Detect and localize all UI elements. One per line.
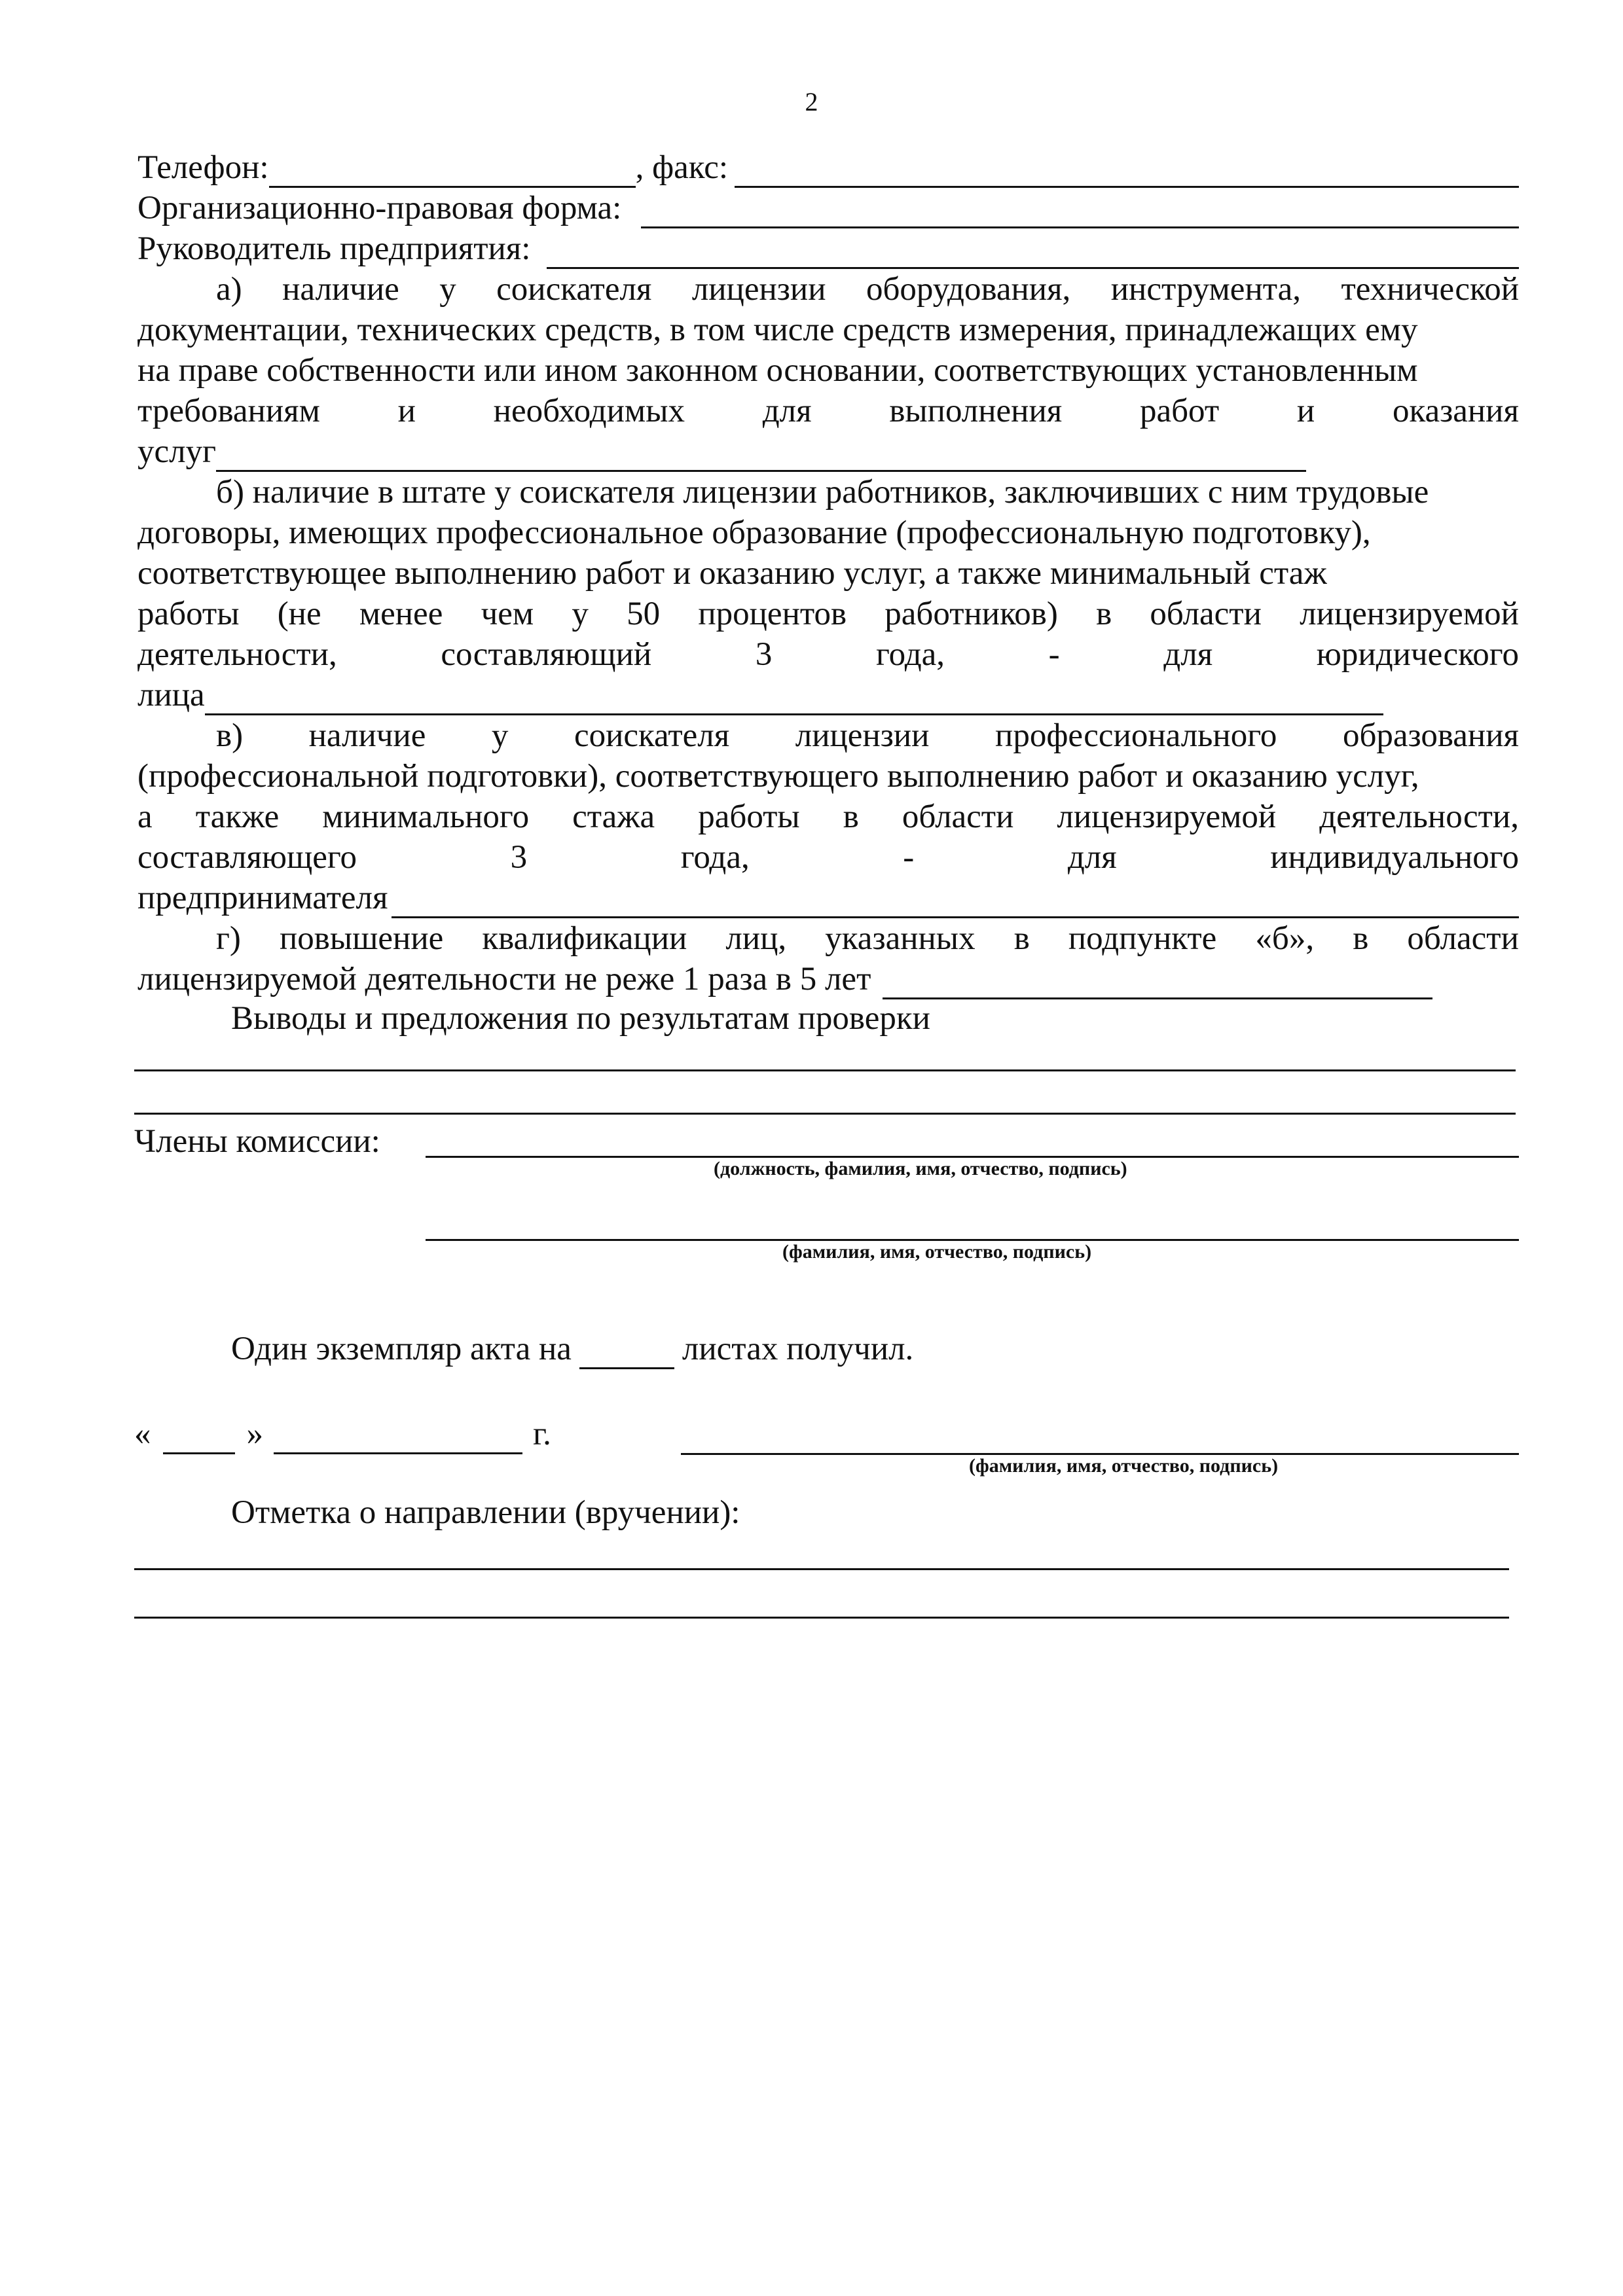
delivery-mark-title: Отметка о направлении (вручении): bbox=[231, 1494, 740, 1531]
word: оборудования, bbox=[866, 271, 1071, 308]
delivery-line-2[interactable] bbox=[134, 1617, 1509, 1619]
item-b-line-5 bbox=[137, 634, 1519, 675]
word: в bbox=[1013, 920, 1030, 957]
word: повышение bbox=[280, 920, 444, 957]
services-field[interactable] bbox=[216, 439, 1306, 472]
word: 50 bbox=[627, 596, 661, 632]
head-line bbox=[137, 228, 1519, 269]
word: составляющий bbox=[441, 636, 652, 673]
word: - bbox=[903, 839, 915, 876]
word: в) bbox=[216, 717, 244, 754]
item-b-line-3: соответствующее выполнению работ и оказанию услуг, а также минимальный стаж bbox=[137, 555, 1327, 592]
phone-label: Телефон: bbox=[137, 149, 269, 186]
word: работы bbox=[137, 596, 240, 632]
recipient-caption: (фамилия, имя, отчество, подпись) bbox=[969, 1455, 1279, 1477]
commission-caption-1: (должность, фамилия, имя, отчество, подпись) bbox=[714, 1158, 1127, 1179]
word: в bbox=[843, 798, 859, 835]
legal-form-field[interactable] bbox=[641, 195, 1519, 228]
item-b-line-4 bbox=[137, 594, 1519, 634]
word: у bbox=[572, 596, 589, 632]
word: «б», bbox=[1255, 920, 1315, 957]
delivery-line-1[interactable] bbox=[134, 1568, 1509, 1570]
copy-received-line bbox=[137, 1329, 1519, 1369]
word: области bbox=[1407, 920, 1519, 957]
word: также bbox=[195, 798, 280, 835]
word: лицензируемой bbox=[1057, 798, 1277, 835]
word: лиц, bbox=[725, 920, 787, 957]
date-close-quote: » bbox=[246, 1416, 263, 1452]
word: работы bbox=[698, 798, 800, 835]
word: индивидуального bbox=[1270, 839, 1519, 876]
word: г) bbox=[216, 920, 241, 957]
item-c-line-4 bbox=[137, 837, 1519, 878]
word: лицензируемой bbox=[1300, 596, 1519, 632]
fax-label: , факс: bbox=[635, 149, 729, 186]
item-b-line-1: б) наличие в штате у соискателя лицензии работников, заключивших с ним трудовые bbox=[216, 474, 1429, 511]
conclusions-line-1[interactable] bbox=[134, 1069, 1516, 1071]
date-year-suffix: г. bbox=[533, 1416, 551, 1452]
word: у bbox=[491, 717, 509, 754]
copy-received-before: Один экземпляр акта на bbox=[231, 1331, 572, 1367]
item-a-line-1 bbox=[137, 269, 1519, 310]
word: чем bbox=[481, 596, 534, 632]
item-d-line-1 bbox=[137, 918, 1519, 959]
word: а bbox=[137, 798, 153, 835]
word: технической bbox=[1341, 271, 1519, 308]
word: области bbox=[902, 798, 1014, 835]
copy-received-after: листах получил. bbox=[682, 1331, 914, 1367]
phone-field[interactable] bbox=[269, 154, 636, 188]
word: а) bbox=[216, 271, 242, 308]
word: составляющего bbox=[137, 839, 357, 876]
word: стажа bbox=[572, 798, 655, 835]
word: года, bbox=[876, 636, 945, 673]
item-c-line-3 bbox=[137, 797, 1519, 837]
head-field[interactable] bbox=[547, 236, 1519, 269]
entrepreneur-field[interactable] bbox=[392, 885, 1519, 918]
word: для bbox=[1067, 839, 1117, 876]
word: 3 bbox=[510, 839, 528, 876]
legal-form-line bbox=[137, 188, 1519, 228]
word: процентов bbox=[698, 596, 847, 632]
date-line bbox=[134, 1414, 566, 1454]
word: и bbox=[397, 393, 416, 429]
commission-caption-2: (фамилия, имя, отчество, подпись) bbox=[782, 1241, 1092, 1263]
services-label: услуг bbox=[137, 433, 217, 470]
word: минимального bbox=[322, 798, 530, 835]
item-b-line-6 bbox=[137, 675, 1519, 715]
item-d-line-2 bbox=[137, 959, 1519, 999]
word: года, bbox=[680, 839, 750, 876]
date-open-quote: « bbox=[134, 1416, 151, 1452]
word: работников) bbox=[884, 596, 1058, 632]
word: наличие bbox=[282, 271, 399, 308]
entrepreneur-label: предпринимателя bbox=[137, 880, 388, 916]
word: (не bbox=[277, 596, 321, 632]
word: выполнения bbox=[889, 393, 1063, 429]
word: квалификации bbox=[482, 920, 687, 957]
word: лицензии bbox=[795, 717, 930, 754]
word: 3 bbox=[755, 636, 773, 673]
head-label: Руководитель предприятия: bbox=[137, 230, 531, 267]
legal-form-label: Организационно-правовая форма: bbox=[137, 190, 622, 226]
phone-fax-line bbox=[137, 147, 1519, 188]
word: указанных bbox=[825, 920, 976, 957]
word: деятельности, bbox=[1319, 798, 1519, 835]
word: подпункте bbox=[1068, 920, 1217, 957]
word: - bbox=[1048, 636, 1060, 673]
word: в bbox=[1096, 596, 1112, 632]
page-number: 2 bbox=[805, 87, 818, 117]
qualification-field[interactable] bbox=[883, 966, 1432, 999]
word: для bbox=[1163, 636, 1213, 673]
item-c-line-5 bbox=[137, 878, 1519, 918]
commission-label: Члены комиссии: bbox=[134, 1123, 380, 1160]
item-a-line-2: документации, технических средств, в том числе средств измерения, принадлежащих ему bbox=[137, 312, 1418, 348]
word: области bbox=[1150, 596, 1262, 632]
sheets-count-field[interactable] bbox=[579, 1336, 674, 1369]
item-a-line-5 bbox=[137, 431, 1519, 472]
month-year-field[interactable] bbox=[274, 1421, 522, 1454]
fax-field[interactable] bbox=[735, 154, 1519, 188]
word: образования bbox=[1342, 717, 1519, 754]
word: соискателя bbox=[496, 271, 652, 308]
word: оказания bbox=[1392, 393, 1519, 429]
entity-label: лица bbox=[137, 677, 205, 713]
conclusions-title: Выводы и предложения по результатам проверки bbox=[231, 1000, 930, 1037]
item-a-line-3: на праве собственности или ином законном основании, соответствующих установленным bbox=[137, 352, 1418, 389]
word: соискателя bbox=[574, 717, 730, 754]
word: профессионального bbox=[995, 717, 1277, 754]
word: работ bbox=[1139, 393, 1220, 429]
conclusions-line-2[interactable] bbox=[134, 1113, 1516, 1115]
word: необходимых bbox=[493, 393, 685, 429]
item-c-line-1 bbox=[137, 715, 1519, 756]
word: лицензии bbox=[691, 271, 826, 308]
word: менее bbox=[359, 596, 443, 632]
word: инструмента, bbox=[1110, 271, 1302, 308]
word: требованиям bbox=[137, 393, 320, 429]
word: для bbox=[762, 393, 812, 429]
qualification-label: лицензируемой деятельности не реже 1 раза в 5 лет bbox=[137, 961, 871, 997]
entity-field[interactable] bbox=[205, 682, 1383, 715]
word: в bbox=[1353, 920, 1369, 957]
item-a-line-4 bbox=[137, 391, 1519, 431]
word: деятельности, bbox=[137, 636, 337, 673]
word: наличие bbox=[308, 717, 426, 754]
word: у bbox=[439, 271, 456, 308]
word: юридического bbox=[1316, 636, 1519, 673]
day-field[interactable] bbox=[163, 1421, 235, 1454]
item-c-line-2: (профессиональной подготовки), соответствующего выполнению работ и оказанию услуг, bbox=[137, 758, 1419, 795]
word: и bbox=[1296, 393, 1315, 429]
item-b-line-2: договоры, имеющих профессиональное образование (профессиональную подготовку), bbox=[137, 514, 1371, 551]
